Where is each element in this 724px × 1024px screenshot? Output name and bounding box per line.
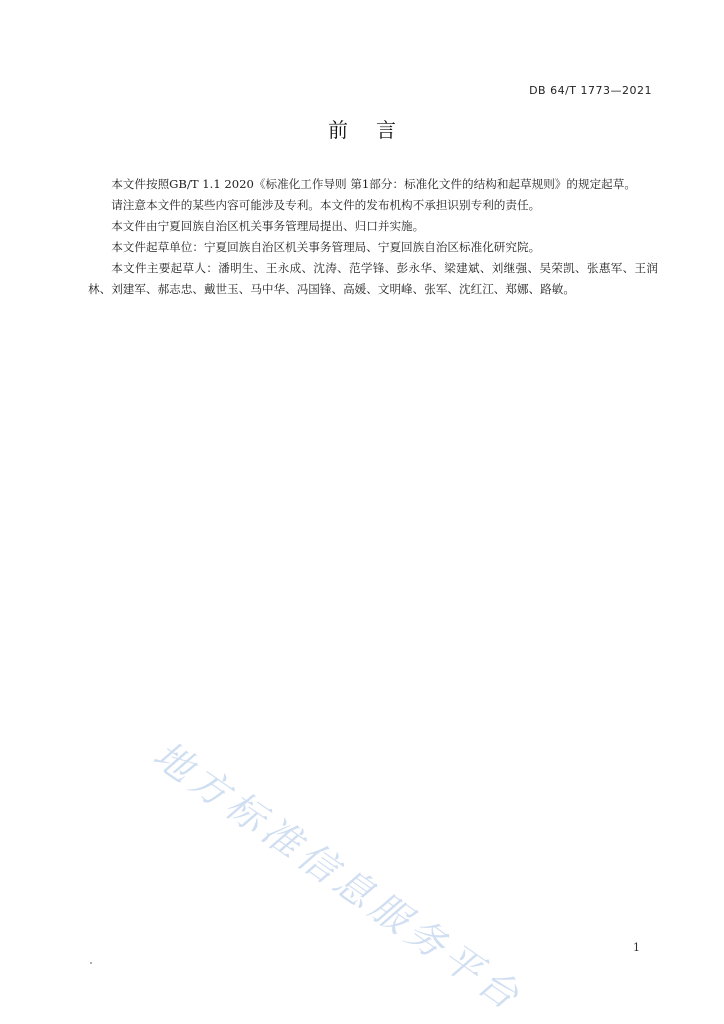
paragraph-drafting-units: 本文件起草单位：宁夏回族自治区机关事务管理局、宁夏回族自治区标准化研究院。 — [111, 240, 541, 254]
page-title: 前言 — [328, 118, 424, 142]
page-number: 1 — [633, 941, 640, 954]
document-code: DB 64/T 1773—2021 — [529, 84, 652, 97]
paragraph-proposer: 本文件由宁夏回族自治区机关事务管理局提出、归口并实施。 — [111, 219, 425, 233]
paragraph-patent-notice: 请注意本文件的某些内容可能涉及专利。本文件的发布机构不承担识别专利的责任。 — [111, 198, 541, 212]
scan-speck — [90, 962, 92, 964]
document-body — [88, 174, 658, 300]
watermark: 地方标准信息服务平台 — [145, 732, 532, 1021]
paragraph-drafters: 本文件主要起草人：潘明生、王永成、沈涛、范学锋、彭永华、梁建斌、刘继强、吴荣凯、张惠军、王润林、刘建军、郝志忠、戴世玉、马中华、冯国锋、高媛、文明峰、张军、沈红江、郑娜、路敏。 — [88, 261, 658, 296]
paragraph-drafting-basis: 本文件按照GB/T 1.1 2020《标准化工作导则 第1部分：标准化文件的结构和起草规则》的规定起草。 — [111, 177, 636, 191]
